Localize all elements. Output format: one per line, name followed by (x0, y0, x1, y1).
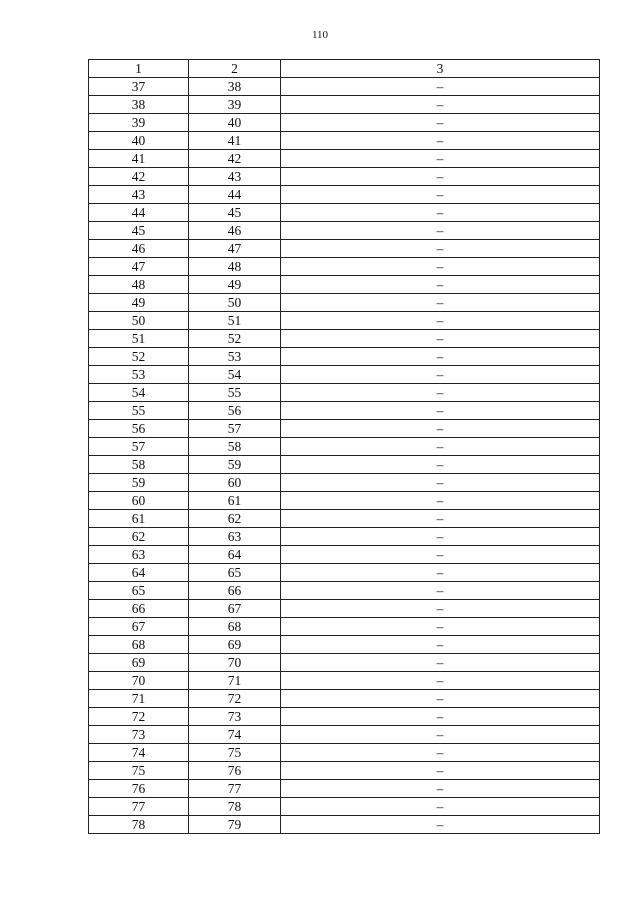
table-row (89, 582, 600, 600)
table-cell-col-3: – (281, 690, 600, 708)
table-row (89, 330, 600, 348)
table-cell-col-2: 69 (189, 636, 281, 654)
table-cell-col-2: 51 (189, 312, 281, 330)
table-cell-col-1: 78 (89, 816, 189, 834)
table-row (89, 186, 600, 204)
table-cell-col-3: – (281, 510, 600, 528)
table-cell-col-3: – (281, 276, 600, 294)
table-cell-col-1: 74 (89, 744, 189, 762)
column-header-2: 2 (189, 60, 281, 78)
table-cell-col-3: – (281, 636, 600, 654)
table-row (89, 708, 600, 726)
table-row (89, 690, 600, 708)
table-cell-col-1: 63 (89, 546, 189, 564)
table-row (89, 456, 600, 474)
table-cell-col-1: 42 (89, 168, 189, 186)
table-cell-col-2: 74 (189, 726, 281, 744)
table-cell-col-2: 42 (189, 150, 281, 168)
table-cell-col-2: 43 (189, 168, 281, 186)
table-row (89, 438, 600, 456)
table-cell-col-1: 54 (89, 384, 189, 402)
table-cell-col-3: – (281, 222, 600, 240)
table-cell-col-1: 70 (89, 672, 189, 690)
table-row (89, 672, 600, 690)
table-cell-col-3: – (281, 132, 600, 150)
table-cell-col-2: 44 (189, 186, 281, 204)
table-cell-col-2: 64 (189, 546, 281, 564)
table-row (89, 564, 600, 582)
table-cell-col-2: 45 (189, 204, 281, 222)
table-cell-col-3: – (281, 420, 600, 438)
table-cell-col-2: 40 (189, 114, 281, 132)
table-cell-col-3: – (281, 780, 600, 798)
table-cell-col-3: – (281, 546, 600, 564)
table-cell-col-2: 76 (189, 762, 281, 780)
table-row (89, 276, 600, 294)
table-row (89, 348, 600, 366)
table-cell-col-2: 68 (189, 618, 281, 636)
table-cell-col-3: – (281, 186, 600, 204)
table-cell-col-1: 44 (89, 204, 189, 222)
table-cell-col-3: – (281, 114, 600, 132)
table-cell-col-2: 71 (189, 672, 281, 690)
table-cell-col-1: 56 (89, 420, 189, 438)
table-cell-col-2: 72 (189, 690, 281, 708)
table-cell-col-3: – (281, 762, 600, 780)
table-row (89, 474, 600, 492)
table-cell-col-3: – (281, 258, 600, 276)
table-cell-col-3: – (281, 492, 600, 510)
table-cell-col-1: 39 (89, 114, 189, 132)
table-cell-col-1: 57 (89, 438, 189, 456)
table-cell-col-3: – (281, 528, 600, 546)
table-cell-col-1: 43 (89, 186, 189, 204)
table-cell-col-1: 66 (89, 600, 189, 618)
table-body (89, 78, 600, 834)
table-cell-col-1: 48 (89, 276, 189, 294)
table-cell-col-3: – (281, 816, 600, 834)
table-cell-col-1: 38 (89, 96, 189, 114)
table-row (89, 618, 600, 636)
table-cell-col-3: – (281, 78, 600, 96)
table-cell-col-3: – (281, 366, 600, 384)
table-cell-col-3: – (281, 402, 600, 420)
table-row (89, 492, 600, 510)
table-cell-col-2: 62 (189, 510, 281, 528)
table-row (89, 798, 600, 816)
table-cell-col-2: 60 (189, 474, 281, 492)
table-cell-col-1: 52 (89, 348, 189, 366)
table-cell-col-3: – (281, 726, 600, 744)
table-cell-col-1: 50 (89, 312, 189, 330)
table-cell-col-2: 58 (189, 438, 281, 456)
table-row (89, 150, 600, 168)
table-cell-col-2: 78 (189, 798, 281, 816)
table-cell-col-2: 56 (189, 402, 281, 420)
table-cell-col-2: 57 (189, 420, 281, 438)
table-cell-col-1: 61 (89, 510, 189, 528)
table-cell-col-2: 48 (189, 258, 281, 276)
table-cell-col-1: 76 (89, 780, 189, 798)
table-cell-col-1: 68 (89, 636, 189, 654)
table-row (89, 420, 600, 438)
table-cell-col-3: – (281, 348, 600, 366)
table-row (89, 132, 600, 150)
table-cell-col-3: – (281, 330, 600, 348)
table-cell-col-2: 55 (189, 384, 281, 402)
table-cell-col-1: 65 (89, 582, 189, 600)
table-row (89, 726, 600, 744)
table-cell-col-1: 77 (89, 798, 189, 816)
data-table (88, 59, 600, 834)
table-row (89, 240, 600, 258)
table-row (89, 546, 600, 564)
table-row (89, 528, 600, 546)
table-cell-col-3: – (281, 312, 600, 330)
table-cell-col-1: 41 (89, 150, 189, 168)
table-cell-col-1: 71 (89, 690, 189, 708)
table-cell-col-2: 63 (189, 528, 281, 546)
table-cell-col-2: 75 (189, 744, 281, 762)
table-cell-col-1: 60 (89, 492, 189, 510)
table-cell-col-1: 73 (89, 726, 189, 744)
table-cell-col-3: – (281, 150, 600, 168)
table-row (89, 780, 600, 798)
table-cell-col-2: 59 (189, 456, 281, 474)
page-number: 110 (311, 29, 329, 41)
table-cell-col-2: 41 (189, 132, 281, 150)
table-cell-col-3: – (281, 294, 600, 312)
column-header-3: 3 (281, 60, 600, 78)
table-cell-col-2: 47 (189, 240, 281, 258)
table-row (89, 168, 600, 186)
table-row (89, 312, 600, 330)
table-cell-col-3: – (281, 204, 600, 222)
table-cell-col-2: 77 (189, 780, 281, 798)
table-row (89, 96, 600, 114)
table-cell-col-2: 67 (189, 600, 281, 618)
table-cell-col-3: – (281, 600, 600, 618)
table-row (89, 654, 600, 672)
table-row (89, 258, 600, 276)
table-cell-col-3: – (281, 456, 600, 474)
table-cell-col-1: 47 (89, 258, 189, 276)
table-row (89, 78, 600, 96)
table-cell-col-3: – (281, 582, 600, 600)
table-cell-col-3: – (281, 708, 600, 726)
table-cell-col-2: 38 (189, 78, 281, 96)
table-cell-col-2: 50 (189, 294, 281, 312)
table-cell-col-3: – (281, 654, 600, 672)
table-cell-col-2: 65 (189, 564, 281, 582)
table-cell-col-3: – (281, 744, 600, 762)
table-row (89, 114, 600, 132)
table-cell-col-2: 70 (189, 654, 281, 672)
table-cell-col-1: 46 (89, 240, 189, 258)
table-cell-col-2: 49 (189, 276, 281, 294)
table-cell-col-2: 39 (189, 96, 281, 114)
table-cell-col-1: 55 (89, 402, 189, 420)
table-cell-col-1: 59 (89, 474, 189, 492)
table-cell-col-1: 49 (89, 294, 189, 312)
column-header-1: 1 (89, 60, 189, 78)
table-cell-col-2: 73 (189, 708, 281, 726)
table-cell-col-3: – (281, 96, 600, 114)
table-cell-col-1: 51 (89, 330, 189, 348)
table-header-row (89, 60, 600, 78)
table-row (89, 222, 600, 240)
table-cell-col-2: 54 (189, 366, 281, 384)
table-cell-col-3: – (281, 384, 600, 402)
table-cell-col-1: 67 (89, 618, 189, 636)
table-cell-col-3: – (281, 798, 600, 816)
table-row (89, 762, 600, 780)
table-cell-col-1: 72 (89, 708, 189, 726)
table-cell-col-1: 58 (89, 456, 189, 474)
table-cell-col-1: 45 (89, 222, 189, 240)
table-cell-col-2: 53 (189, 348, 281, 366)
table-row (89, 636, 600, 654)
table-cell-col-3: – (281, 672, 600, 690)
table-cell-col-3: – (281, 168, 600, 186)
table-row (89, 366, 600, 384)
table-row (89, 744, 600, 762)
table-cell-col-2: 79 (189, 816, 281, 834)
table-row (89, 600, 600, 618)
table-cell-col-2: 46 (189, 222, 281, 240)
table-cell-col-1: 37 (89, 78, 189, 96)
table-cell-col-1: 53 (89, 366, 189, 384)
table-cell-col-2: 52 (189, 330, 281, 348)
table-cell-col-3: – (281, 618, 600, 636)
table-cell-col-2: 66 (189, 582, 281, 600)
table-row (89, 510, 600, 528)
table-cell-col-1: 75 (89, 762, 189, 780)
table-row (89, 384, 600, 402)
table-cell-col-3: – (281, 438, 600, 456)
table-cell-col-3: – (281, 474, 600, 492)
table-row (89, 816, 600, 834)
table-cell-col-3: – (281, 240, 600, 258)
table-cell-col-3: – (281, 564, 600, 582)
table-cell-col-2: 61 (189, 492, 281, 510)
table-cell-col-1: 62 (89, 528, 189, 546)
table-cell-col-1: 64 (89, 564, 189, 582)
table-cell-col-1: 40 (89, 132, 189, 150)
table-row (89, 402, 600, 420)
table-row (89, 204, 600, 222)
table-cell-col-1: 69 (89, 654, 189, 672)
table-row (89, 294, 600, 312)
